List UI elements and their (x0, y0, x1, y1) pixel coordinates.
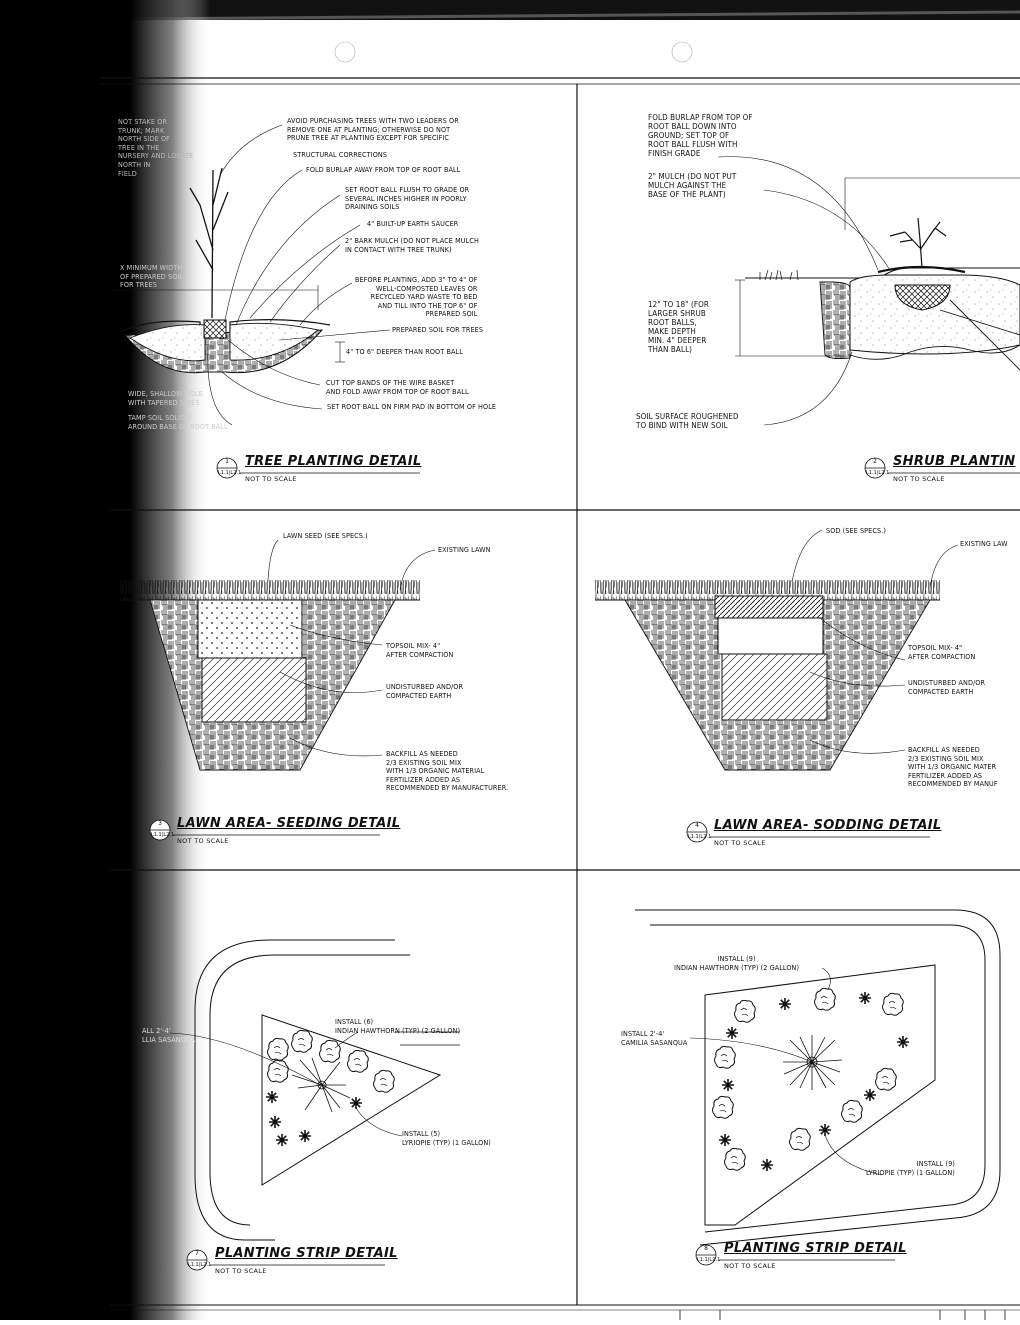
callout-label: EXISTING LAW (960, 539, 1008, 548)
planting-strip-7-drawing (170, 940, 460, 1240)
callout-label: 4" TO 6" DEEPER THAN ROOT BALL (346, 347, 463, 356)
callout-label: AVOID PURCHASING TREES WITH TWO LEADERS OR REMOVE ONE AT PLANTING; OTHERWISE DO NOT PRUNE TREE AT PLANTING EXCEPT FOR SPECIFIC (287, 116, 459, 143)
detail-sheet-ref: L1.1|L2.1 (188, 1262, 212, 1268)
callout-label: SET ROOT BALL ON FIRM PAD IN BOTTOM OF HOLE (327, 402, 497, 411)
callout-label: TOPSOIL MIX- 4" AFTER COMPACTION (386, 641, 454, 659)
callout-label: TOPSOIL MIX- 4" AFTER COMPACTION (908, 643, 976, 661)
callout-label: PREPARED SOIL FOR TREES (392, 325, 484, 334)
callout-label: INSTALL (9) INDIAN HAWTHORN (TYP) (2 GALLON) (674, 954, 800, 972)
scale-note: NOT TO SCALE (893, 475, 945, 483)
detail-title: LAWN AREA- SODDING DETAIL (714, 818, 942, 833)
detail-sheet-ref: L1.1|L2.1 (151, 832, 175, 838)
callout-label: FOLD BURLAP FROM TOP OF ROOT BALL DOWN INTO GROUND; SET TOP OF ROOT BALL FLUSH WITH FINISH GRADE (648, 113, 753, 158)
detail-number: 7 (195, 1250, 199, 1257)
detail-number: 2 (873, 458, 877, 465)
callout-label: ALL 2'-4' LLIA SASANQUA (142, 1026, 196, 1044)
detail-sheet-ref: L1.1|L2.1 (688, 834, 712, 840)
detail-title: LAWN AREA- SEEDING DETAIL (177, 816, 401, 831)
callout-label: 2" MULCH (DO NOT PUT MULCH AGAINST THE BASE OF THE PLANT) (648, 172, 737, 199)
callout-label: WIDE, SHALLOW HOLE WITH TAPERED SIDES (128, 389, 203, 407)
callout-label: LAWN SEED (SEE SPECS.) (283, 531, 368, 540)
callout-label: X MINIMUM WIDTH OF PREPARED SOIL FOR TREES (120, 263, 184, 290)
callout-label: INSTALL 2'-4' CAMILIA SASANQUA (621, 1029, 688, 1047)
detail-sheet-ref: L1.1|L2.1 (697, 1257, 721, 1263)
callout-label: EXISTING LAWN (438, 545, 491, 554)
callout-label: NOT STAKE OR TRUNK; MARK NORTH SIDE OF TREE IN THE NURSERY AND LOCATE NORTH IN FIELD (118, 117, 194, 178)
callout-label: 2" BARK MULCH (DO NOT PLACE MULCH IN CONTACT WITH TREE TRUNK) (345, 236, 479, 254)
callout-label: SOIL SURFACE ROUGHENED TO BIND WITH NEW SOIL (636, 412, 739, 430)
detail-number: 1 (225, 458, 229, 465)
callout-label: STRUCTURAL CORRECTIONS (293, 150, 388, 159)
detail-sheet-ref: L1.1|L2.1 (218, 470, 242, 476)
detail-title: TREE PLANTING DETAIL (245, 454, 422, 469)
detail-sheet-ref: L1.1|L2.1 (866, 470, 890, 476)
detail-number: 3 (158, 820, 162, 827)
callout-label: SOD (SEE SPECS.) (826, 526, 886, 535)
detail-number: 4 (695, 822, 699, 829)
callout-label: BACKFILL AS NEEDED 2/3 EXISTING SOIL MIX WITH 1/3 ORGANIC MATER FERTILIZER ADDED AS RECOMMENDED BY MANUF (908, 745, 998, 789)
callout-label: UNDISTURBED AND/OR COMPACTED EARTH (908, 678, 986, 696)
callout-label: INSTALL (5) LYRIOPIE (TYP) (1 GALLON) (402, 1129, 491, 1147)
scale-note: NOT TO SCALE (215, 1267, 267, 1275)
detail-title: PLANTING STRIP DETAIL (215, 1246, 398, 1261)
callout-label: TAMP SOIL SOLIDLY AROUND BASE OF ROOT BALL (128, 413, 228, 431)
callout-label: 12" TO 18" (FOR LARGER SHRUB ROOT BALLS, MAKE DEPTH MIN. 4" DEEPER THAN BALL) (648, 300, 709, 354)
callout-label: BACKFILL AS NEEDED 2/3 EXISTING SOIL MIX WITH 1/3 ORGANIC MATERIAL FERTILIZER ADDED AS RECOMMENDED BY MANUFACTURER. (386, 749, 509, 793)
callout-label: FOLD BURLAP AWAY FROM TOP OF ROOT BALL (306, 165, 461, 174)
callout-label: 4" BUILT-UP EARTH SAUCER (367, 219, 459, 228)
detail-title: SHRUB PLANTIN (893, 454, 1016, 469)
callout-label: BEFORE PLANTING, ADD 3" TO 4" OF WELL-COMPOSTED LEAVES OR RECYCLED YARD WASTE TO BED AND TILL INTO THE TOP 6" OF PREPARED SOIL (355, 275, 478, 319)
callout-label: INSTALL (9) LYRIOPIE (TYP) (1 GALLON) (866, 1159, 955, 1177)
detail-title: PLANTING STRIP DETAIL (724, 1241, 907, 1256)
callout-label: UNDISTURBED AND/OR COMPACTED EARTH (386, 682, 464, 700)
shrub-planting-drawing (718, 157, 1020, 425)
scale-note: NOT TO SCALE (714, 839, 766, 847)
scale-note: NOT TO SCALE (724, 1262, 776, 1270)
callout-label: INSTALL (6) INDIAN HAWTHORN (TYP) (2 GALLON) (335, 1017, 461, 1035)
scale-note: NOT TO SCALE (177, 837, 229, 845)
lawn-sodding-drawing (595, 530, 958, 770)
callout-label: SET ROOT BALL FLUSH TO GRADE OR SEVERAL INCHES HIGHER IN POORLY DRAINING SOILS (345, 185, 470, 212)
detail-number: 8 (704, 1245, 708, 1252)
scale-note: NOT TO SCALE (245, 475, 297, 483)
callout-label: CUT TOP BANDS OF THE WIRE BASKET AND FOLD AWAY FROM TOP OF ROOT BALL (326, 378, 469, 396)
